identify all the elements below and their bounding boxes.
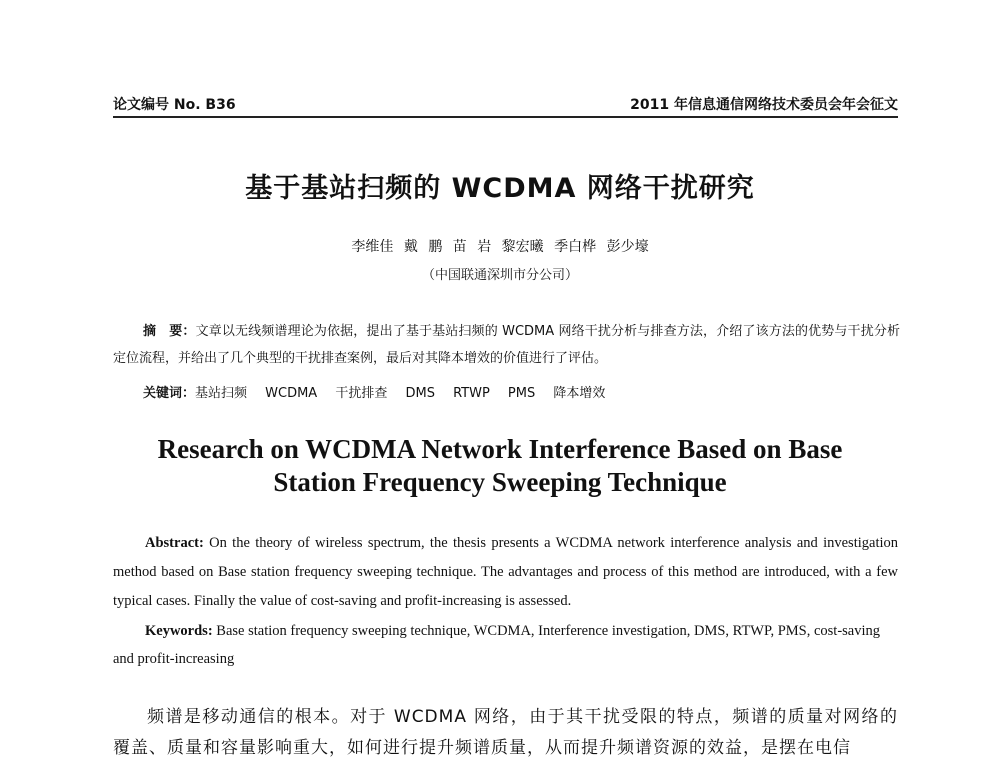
english-title bbox=[0, 433, 1000, 499]
english-abstract bbox=[113, 529, 898, 616]
english-keywords-label: Keywords: bbox=[145, 623, 213, 639]
chinese-keywords-label: 关键词： bbox=[143, 386, 196, 401]
english-keywords bbox=[113, 617, 898, 673]
english-title-line-1: Research on WCDMA Network Interference Based on Base bbox=[157, 434, 843, 464]
author-list: 李维佳 戴 鹏 苗 岩 黎宏曦 季白桦 彭少壕 bbox=[351, 239, 649, 255]
paper-number: 论文编号 No. B36 bbox=[113, 97, 236, 113]
chinese-keywords bbox=[143, 380, 900, 407]
body-paragraph: 频谱是移动通信的根本。对于 WCDMA 网络，由于其干扰受限的特点，频谱的质量对网络的覆盖、质量和容量影响重大，如何进行提升频谱质量，从而提升频谱资源的效益，是摆在电信 bbox=[113, 707, 898, 758]
english-keywords-text: Base station frequency sweeping technique, WCDMA, Interference investigation, DMS, RTWP, PMS, cost-saving and profit-increasing bbox=[113, 623, 881, 667]
english-abstract-text: On the theory of wireless spectrum, the thesis presents a WCDMA network interference analysis and investigation method based on Base station frequency sweeping technique. The advantages and process of this method are introduced, with a few typical cases. Finally the value of cost-saving and profit-increasing is assessed. bbox=[113, 535, 898, 609]
chinese-abstract-text: 文章以无线频谱理论为依据，提出了基于基站扫频的 WCDMA 网络干扰分析与排查方法，介绍了该方法的优势与干扰分析定位流程，并给出了几个典型的干扰排查案例，最后对其降本增效的价值进行了评估。 bbox=[113, 324, 900, 366]
english-title-line-2: Station Frequency Sweeping Technique bbox=[273, 467, 727, 497]
english-abstract-label: Abstract: bbox=[145, 535, 204, 551]
conference-name: 2011 年信息通信网络技术委员会年会征文 bbox=[630, 97, 898, 113]
affiliation: （中国联通深圳市分公司） bbox=[421, 268, 578, 283]
chinese-keywords-text: 基站扫频 WCDMA 干扰排查 DMS RTWP PMS 降本增效 bbox=[195, 386, 606, 401]
running-header bbox=[113, 90, 898, 118]
chinese-abstract-label: 摘 要： bbox=[143, 324, 196, 339]
chinese-title: 基于基站扫频的 WCDMA 网络干扰研究 bbox=[245, 173, 755, 204]
chinese-abstract bbox=[113, 318, 900, 372]
